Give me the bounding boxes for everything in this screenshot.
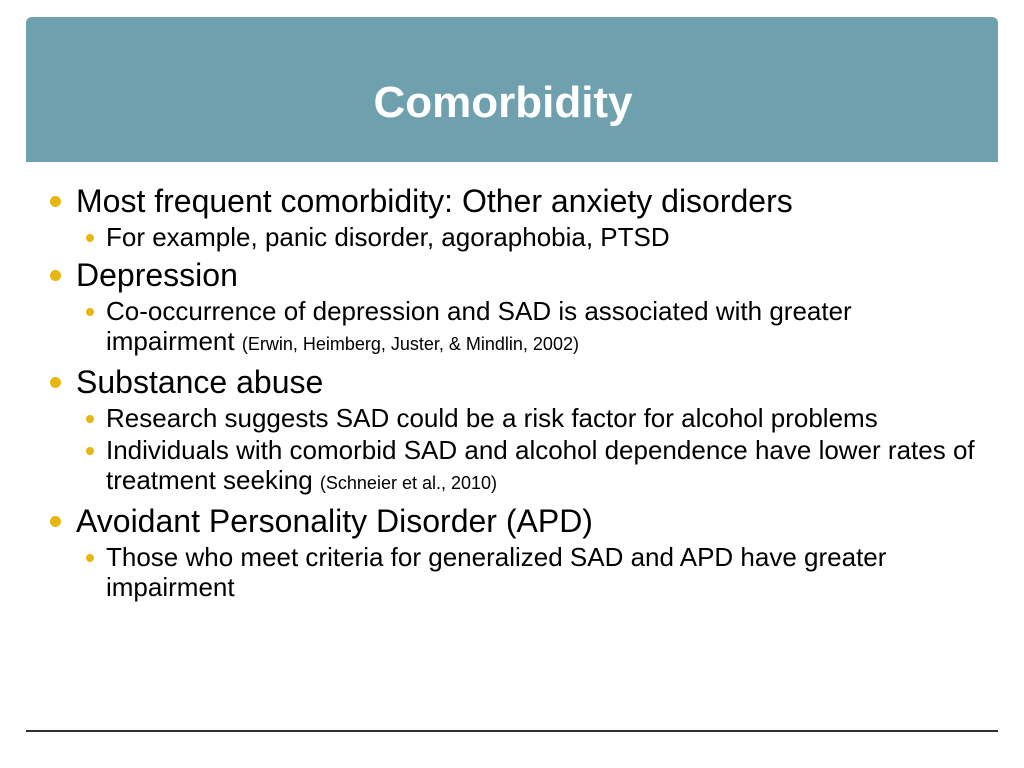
bullet-item-level2: [46, 435, 976, 498]
bullet-dot-icon: [86, 415, 94, 423]
bullet-item-level2: [46, 222, 976, 252]
bullet-item-level2: [46, 542, 976, 602]
bullet-dot-icon: [50, 516, 61, 527]
bullet-dot-icon: [50, 270, 61, 281]
bullet-text: Substance abuse: [76, 364, 324, 400]
footer-divider: [26, 730, 998, 732]
slide-title: Comorbidity: [373, 78, 633, 127]
bullet-dot-icon: [50, 196, 61, 207]
bullet-item-level2: [46, 296, 976, 359]
bullet-dot-icon: [86, 554, 94, 562]
bullet-text: Those who meet criteria for generalized SAD and APD have greater impairment: [106, 542, 887, 602]
bullet-text: Individuals with comorbid SAD and alcohol dependence have lower rates of treatment seeking: [106, 435, 975, 495]
bullet-item-level2: [46, 403, 976, 433]
bullet-text: For example, panic disorder, agoraphobia, PTSD: [106, 222, 670, 252]
bullet-text: Most frequent comorbidity: Other anxiety disorders: [76, 183, 793, 219]
bullet-list: [46, 178, 976, 602]
citation: (Erwin, Heimberg, Juster, & Mindlin, 2002): [241, 334, 579, 354]
bullet-dot-icon: [86, 308, 94, 316]
bullet-item-level1: [46, 363, 976, 401]
bullet-text: Research suggests SAD could be a risk factor for alcohol problems: [106, 403, 878, 433]
title-bar: [26, 17, 998, 162]
bullet-item-level1: [46, 182, 976, 220]
bullet-item-level1: [46, 502, 976, 540]
bullet-text: Depression: [76, 257, 238, 293]
bullet-item-level1: [46, 256, 976, 294]
bullet-text: Co-occurrence of depression and SAD is associated with greater impairment: [106, 296, 852, 356]
bullet-dot-icon: [86, 447, 94, 455]
citation: (Schneier et al., 2010): [319, 473, 498, 493]
bullet-dot-icon: [86, 234, 94, 242]
bullet-dot-icon: [50, 377, 61, 388]
bullet-text: Avoidant Personality Disorder (APD): [76, 503, 593, 539]
